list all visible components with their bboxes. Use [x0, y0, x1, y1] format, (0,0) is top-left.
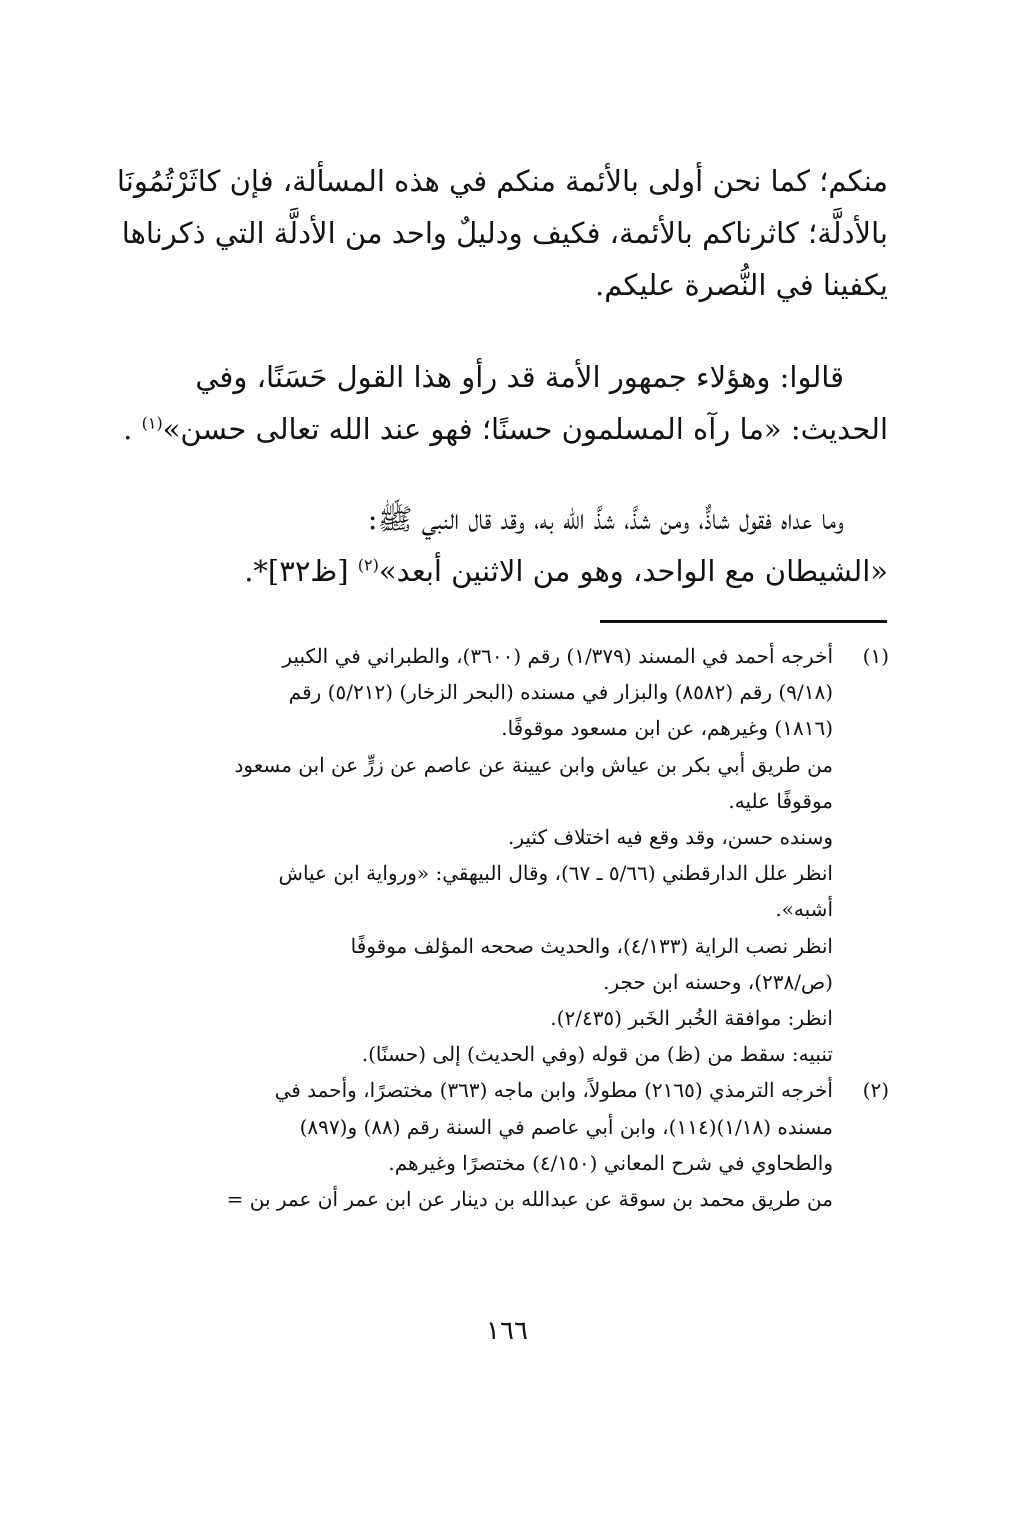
- footnote-line: مسنده (١/١٨)(١١٤)، وابن أبي عاصم في السنة رقم (٨٨) و(٨٩٧): [299, 1114, 833, 1139]
- footnote-line: (ص/٢٣٨)، وحسنه ابن حجر.: [603, 969, 833, 994]
- footnote-line: تنبيه: سقط من (ظ) من قوله (وفي الحديث) إلى (حسنًا).: [361, 1042, 833, 1067]
- body-line: قالوا: وهؤلاء جمهور الأمة قد رأو هذا القول حَسَنًا، وفي: [195, 360, 844, 394]
- footnotes: [105, 638, 889, 1217]
- body-paragraph-3: [108, 493, 888, 597]
- footnote-line: من طريق محمد بن سوقة عن عبدالله بن دينار عن ابن عمر أن عمر بن =: [226, 1187, 833, 1212]
- line-end: .: [123, 412, 142, 446]
- footnote-ref-2: (٢): [357, 555, 379, 575]
- footnote-line: انظر علل الدارقطني (٥/٦٦ ـ ٦٧)، وقال البيهقي: «ورواية ابن عياش: [278, 861, 833, 886]
- footnote-line: وسنده حسن، وقد وقع فيه اختلاف كثير.: [508, 825, 833, 850]
- footnote-ref-1: (١): [141, 413, 163, 433]
- footnote-line: (١٨١٦) وغيرهم، عن ابن مسعود موقوفًا.: [501, 716, 833, 741]
- footnote-number: (٢): [862, 1078, 889, 1103]
- footnote-line: انظر نصب الراية (٤/١٣٣)، والحديث صححه المؤلف موقوفًا: [350, 933, 833, 958]
- footnote-1: [105, 638, 889, 1072]
- hadith-quote: الحديث: «ما رآه المسلمون حسنًا؛ فهو عند الله تعالى حسن»: [162, 412, 888, 446]
- hadith-quote: «الشيطان مع الواحد، وهو من الاثنين أبعد»: [378, 554, 888, 588]
- footnote-separator: [600, 620, 887, 623]
- footnote-line: أشبه».: [775, 897, 833, 922]
- footnote-line: والطحاوي في شرح المعاني (٤/١٥٠) مختصرًا وغيرهم.: [388, 1150, 833, 1175]
- footnote-line: من طريق أبي بكر بن عياش وابن عيينة عن عاصم عن زرٍّ عن ابن مسعود: [234, 752, 833, 777]
- body-line: [108, 545, 888, 597]
- footnote-line: أخرجه أحمد في المسند (١/٣٧٩) رقم (٣٦٠٠)، والطبراني في الكبير: [282, 644, 833, 668]
- footnote-line: موقوفًا عليه.: [728, 788, 833, 813]
- body-line: منكم؛ كما نحن أولى بالأئمة منكم في هذه المسألة، فإن كاثَرْتُمُونَا: [116, 164, 888, 198]
- manuscript-marker: [ظ٣٢]*.: [244, 554, 358, 588]
- body-line: بالأدلَّة؛ كاثرناكم بالأئمة، فكيف ودليلٌ واحد من الأدلَّة التي ذكرناها: [121, 216, 888, 250]
- footnote-line: انظر: موافقة الخُبر الخَبر (٢/٤٣٥).: [550, 1006, 833, 1031]
- body-line: يكفينا في النُّصرة عليكم.: [595, 268, 888, 302]
- body-paragraph-1: [108, 155, 888, 311]
- footnote-line: (٩/١٨) رقم (٨٥٨٢) والبزار في مسنده (البحر الزخار) (٥/٢١٢) رقم: [288, 680, 833, 705]
- footnote-line: أخرجه الترمذي (٢١٦٥) مطولاً، وابن ماجه (٣٦٣) مختصرًا، وأحمد في: [274, 1078, 833, 1103]
- footnote-number: (١): [862, 644, 889, 668]
- body-line: [108, 403, 888, 455]
- body-paragraph-2: [108, 351, 888, 455]
- footnote-2: [105, 1072, 889, 1217]
- body-line: وما عداه فقول شاذٌّ، ومن شذَّ، شذَّ الله به، وقد قال النبي ﷺ:: [367, 502, 844, 536]
- page-number: ١٦٦: [486, 1316, 528, 1346]
